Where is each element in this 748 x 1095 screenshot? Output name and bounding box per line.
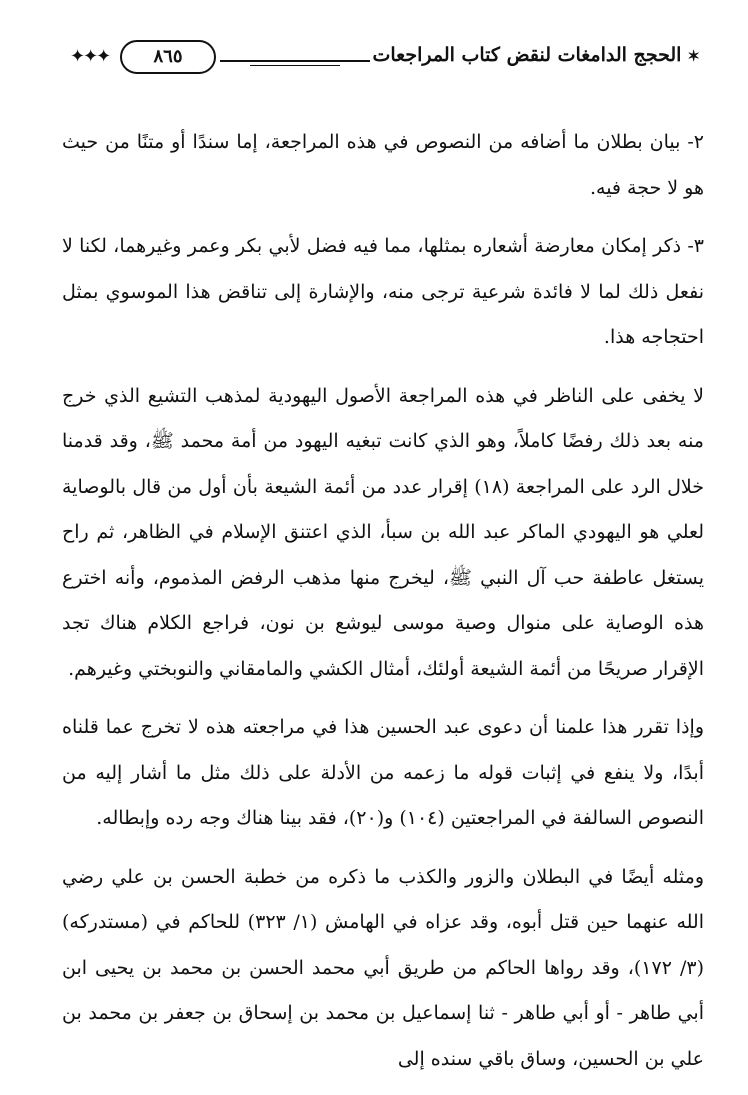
title-ornament-icon: ✶ — [687, 47, 700, 65]
paragraph: لا يخفى على الناظر في هذه المراجعة الأصول اليهودية لمذهب التشيع الذي خرج منه بعد ذلك رفضًا كاملاً، وهو الذي كانت تبغيه اليهود من أمة محمد ﷺ، وقد قدمنا خلال الرد على المراجعة (١٨) إقرار عدد من أئمة الشيعة بأن أول من قال بالوصاية لعلي هو اليهودي الماكر عبد الله بن سبأ، الذي اعتنق الإسلام في الظاهر، ثم راح يستغل عاطفة حب آل النبي ﷺ، ليخرج منها مذهب الرفض المذموم، وأنه اخترع هذه الوصاية على منوال وصية موسى ليوشع بن نون، فراجع الكلام هناك تجد الإقرار صريحًا من أئمة الشيعة أولئك، أمثال الكشي والمامقاني والنوبختي وغيرهم. — [62, 384, 704, 680]
paragraph: وإذا تقرر هذا علمنا أن دعوى عبد الحسين هذا في مراجعته هذه لا تخرج عما قلناه أبدًا، ولا ينفع في إثبات قوله ما زعمه من الأدلة على ذلك مثل ما أشار إليه من النصوص السالفة في المراجعتين (١٠٤) و(٢٠)، فقد بينا هناك وجه رده وإبطاله. — [62, 716, 704, 829]
page-number-text: ٨٦٥ — [153, 46, 183, 67]
header-divider — [220, 60, 370, 62]
page-number — [120, 40, 216, 74]
page-header — [70, 38, 700, 82]
paragraph: ٢- بيان بطلان ما أضافه من النصوص في هذه المراجعة، إما سندًا أو متنًا من حيث هو لا حجة فيه. — [62, 131, 704, 199]
running-title-text: الحجج الدامغات لنقض كتاب المراجعات — [372, 44, 682, 66]
paragraph: ٣- ذكر إمكان معارضة أشعاره بمثلها، مما فيه فضل لأبي بكر وعمر وغيرهما، لكنا لا نفعل ذلك لما لا فائدة شرعية ترجى منه، والإشارة إلى تناقض هذا الموسوي بمثل احتجاجه هذا. — [62, 235, 704, 348]
header-ornament-icon: ✦✦✦ — [70, 46, 110, 67]
paragraph: ومثله أيضًا في البطلان والزور والكذب ما ذكره من خطبة الحسن بن علي رضي الله عنهما حين قتل أبوه، وقد عزاه في الهامش (١/ ٣٢٣) للحاكم في (مستدركه) (٣/ ١٧٢)، وقد رواها الحاكم من طريق أبي محمد الحسن بن محمد بن يحيى ابن أبي طاهر - أو أبي طاهر - ثنا إسماعيل بن محمد بن إسحاق بن جعفر بن محمد بن علي بن الحسين، وساق باقي سنده إلى — [62, 865, 705, 1070]
page-body — [62, 120, 704, 1095]
running-title — [372, 44, 700, 66]
